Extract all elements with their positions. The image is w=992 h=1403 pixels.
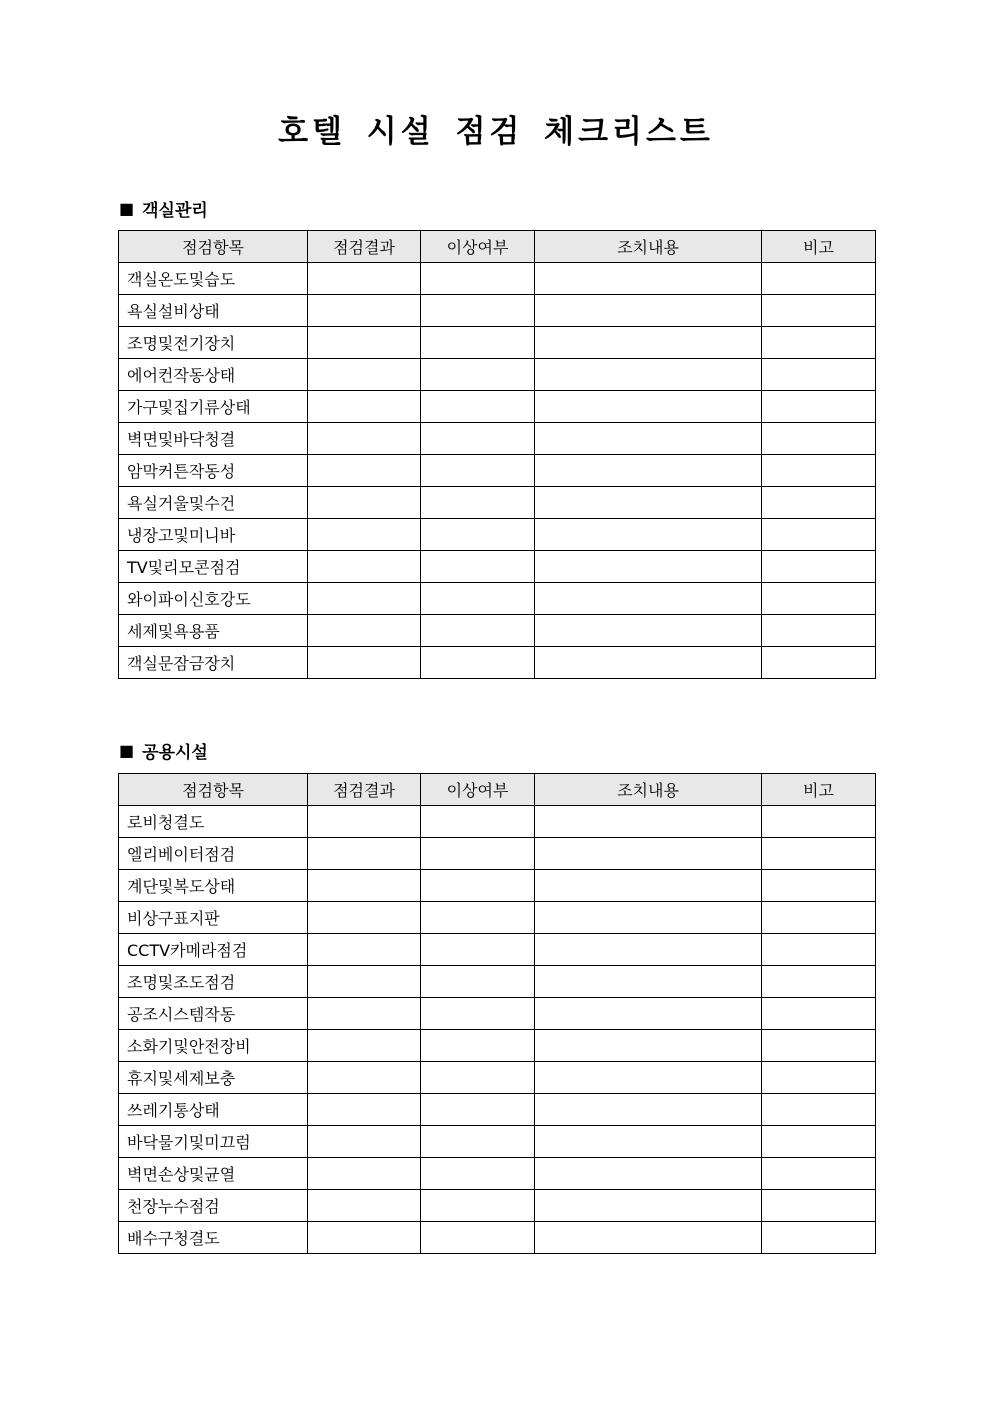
table-row [119,263,876,295]
action-cell[interactable] [535,1062,762,1094]
table-row [119,615,876,647]
action-cell[interactable] [535,615,762,647]
check-item-label: 배수구청결도 [119,1222,308,1254]
abnormal-cell[interactable] [421,327,535,359]
action-cell[interactable] [535,295,762,327]
check-item-label: 가구및집기류상태 [119,391,308,423]
action-cell[interactable] [535,966,762,998]
check-item-label: 소화기및안전장비 [119,1030,308,1062]
table-row [119,519,876,551]
column-header-result: 점검결과 [308,774,421,806]
result-cell[interactable] [308,615,421,647]
note-cell[interactable] [762,902,876,934]
check-item-label: 에어컨작동상태 [119,359,308,391]
result-cell[interactable] [308,1030,421,1062]
action-cell[interactable] [535,1030,762,1062]
note-cell[interactable] [762,806,876,838]
table-row [119,1062,876,1094]
column-header-item: 점검항목 [119,231,308,263]
action-cell[interactable] [535,391,762,423]
result-cell[interactable] [308,998,421,1030]
abnormal-cell[interactable] [421,870,535,902]
table-row [119,1190,876,1222]
section-title: 객실관리 [142,201,208,221]
action-cell[interactable] [535,1094,762,1126]
check-item-label: 객실온도및습도 [119,263,308,295]
action-cell[interactable] [535,263,762,295]
action-cell[interactable] [535,647,762,679]
action-cell[interactable] [535,838,762,870]
table-row [119,647,876,679]
column-header-note: 비고 [762,774,876,806]
check-item-label: 비상구표지판 [119,902,308,934]
action-cell[interactable] [535,359,762,391]
abnormal-cell[interactable] [421,966,535,998]
abnormal-cell[interactable] [421,1222,535,1254]
note-cell[interactable] [762,1030,876,1062]
result-cell[interactable] [308,551,421,583]
table-row [119,870,876,902]
note-cell[interactable] [762,1222,876,1254]
note-cell[interactable] [762,934,876,966]
note-cell[interactable] [762,359,876,391]
table-row [119,934,876,966]
abnormal-cell[interactable] [421,615,535,647]
abnormal-cell[interactable] [421,998,535,1030]
check-item-label: 쓰레기통상태 [119,1094,308,1126]
check-item-label: 와이파이신호강도 [119,583,308,615]
table-row [119,423,876,455]
table-row [119,1030,876,1062]
note-cell[interactable] [762,647,876,679]
check-item-label: 천장누수점검 [119,1190,308,1222]
action-cell[interactable] [535,934,762,966]
check-item-label: 욕실설비상태 [119,295,308,327]
action-cell[interactable] [535,998,762,1030]
header-row [119,231,876,263]
result-cell[interactable] [308,583,421,615]
table-row [119,966,876,998]
result-cell[interactable] [308,263,421,295]
action-cell[interactable] [535,1126,762,1158]
abnormal-cell[interactable] [421,455,535,487]
abnormal-cell[interactable] [421,423,535,455]
table-row [119,583,876,615]
result-cell[interactable] [308,359,421,391]
note-cell[interactable] [762,966,876,998]
check-item-label: 벽면및바닥청결 [119,423,308,455]
abnormal-cell[interactable] [421,1094,535,1126]
checklist-table-public [118,773,876,1254]
result-cell[interactable] [308,1158,421,1190]
note-cell[interactable] [762,295,876,327]
abnormal-cell[interactable] [421,263,535,295]
note-cell[interactable] [762,870,876,902]
result-cell[interactable] [308,902,421,934]
result-cell[interactable] [308,1222,421,1254]
result-cell[interactable] [308,806,421,838]
abnormal-cell[interactable] [421,1190,535,1222]
abnormal-cell[interactable] [421,487,535,519]
check-item-label: 냉장고및미니바 [119,519,308,551]
column-header-abnormal: 이상여부 [421,231,535,263]
check-item-label: TV및리모콘점검 [119,551,308,583]
table-row [119,838,876,870]
column-header-item: 점검항목 [119,774,308,806]
result-cell[interactable] [308,1094,421,1126]
check-item-label: 휴지및세제보충 [119,1062,308,1094]
check-item-label: 조명및전기장치 [119,327,308,359]
action-cell[interactable] [535,870,762,902]
abnormal-cell[interactable] [421,838,535,870]
abnormal-cell[interactable] [421,1158,535,1190]
square-bullet-icon: ■ [119,199,135,218]
action-cell[interactable] [535,519,762,551]
section-heading-rooms [119,196,208,221]
action-cell[interactable] [535,455,762,487]
note-cell[interactable] [762,391,876,423]
result-cell[interactable] [308,966,421,998]
column-header-action: 조치내용 [535,774,762,806]
action-cell[interactable] [535,551,762,583]
section-heading-public [119,738,208,763]
note-cell[interactable] [762,551,876,583]
note-cell[interactable] [762,998,876,1030]
action-cell[interactable] [535,487,762,519]
abnormal-cell[interactable] [421,551,535,583]
action-cell[interactable] [535,327,762,359]
result-cell[interactable] [308,870,421,902]
abnormal-cell[interactable] [421,934,535,966]
abnormal-cell[interactable] [421,583,535,615]
note-cell[interactable] [762,327,876,359]
column-header-abnormal: 이상여부 [421,774,535,806]
result-cell[interactable] [308,934,421,966]
result-cell[interactable] [308,1126,421,1158]
table-row [119,1126,876,1158]
check-item-label: 욕실거울및수건 [119,487,308,519]
note-cell[interactable] [762,838,876,870]
check-item-label: 로비청결도 [119,806,308,838]
note-cell[interactable] [762,423,876,455]
abnormal-cell[interactable] [421,902,535,934]
note-cell[interactable] [762,1126,876,1158]
note-cell[interactable] [762,263,876,295]
check-item-label: 세제및욕용품 [119,615,308,647]
column-header-result: 점검결과 [308,231,421,263]
check-item-label: 객실문잠금장치 [119,647,308,679]
note-cell[interactable] [762,487,876,519]
check-item-label: 암막커튼작동성 [119,455,308,487]
table-row [119,391,876,423]
table-row [119,295,876,327]
abnormal-cell[interactable] [421,359,535,391]
note-cell[interactable] [762,455,876,487]
result-cell[interactable] [308,423,421,455]
abnormal-cell[interactable] [421,806,535,838]
column-header-note: 비고 [762,231,876,263]
check-item-label: CCTV카메라점검 [119,934,308,966]
column-header-action: 조치내용 [535,231,762,263]
result-cell[interactable] [308,455,421,487]
action-cell[interactable] [535,1190,762,1222]
checklist-table-rooms [118,230,876,679]
result-cell[interactable] [308,295,421,327]
table-row [119,455,876,487]
result-cell[interactable] [308,487,421,519]
table-row [119,902,876,934]
action-cell[interactable] [535,902,762,934]
check-item-label: 엘리베이터점검 [119,838,308,870]
abnormal-cell[interactable] [421,1126,535,1158]
table-row [119,806,876,838]
square-bullet-icon: ■ [119,741,135,760]
action-cell[interactable] [535,583,762,615]
check-item-label: 계단및복도상태 [119,870,308,902]
abnormal-cell[interactable] [421,1062,535,1094]
note-cell[interactable] [762,519,876,551]
table-row [119,551,876,583]
result-cell[interactable] [308,647,421,679]
check-item-label: 바닥물기및미끄럼 [119,1126,308,1158]
result-cell[interactable] [308,838,421,870]
abnormal-cell[interactable] [421,391,535,423]
result-cell[interactable] [308,391,421,423]
action-cell[interactable] [535,1158,762,1190]
note-cell[interactable] [762,1062,876,1094]
table-row [119,1222,876,1254]
header-row [119,774,876,806]
abnormal-cell[interactable] [421,519,535,551]
table-row [119,1158,876,1190]
section-title: 공용시설 [142,743,208,763]
abnormal-cell[interactable] [421,1030,535,1062]
table-row [119,998,876,1030]
table-row [119,327,876,359]
note-cell[interactable] [762,1190,876,1222]
action-cell[interactable] [535,806,762,838]
check-item-label: 공조시스템작동 [119,998,308,1030]
note-cell[interactable] [762,1158,876,1190]
table-row [119,1094,876,1126]
note-cell[interactable] [762,615,876,647]
action-cell[interactable] [535,1222,762,1254]
check-item-label: 벽면손상및균열 [119,1158,308,1190]
result-cell[interactable] [308,1190,421,1222]
note-cell[interactable] [762,1094,876,1126]
note-cell[interactable] [762,583,876,615]
abnormal-cell[interactable] [421,295,535,327]
check-item-label: 조명및조도점검 [119,966,308,998]
abnormal-cell[interactable] [421,647,535,679]
table-row [119,359,876,391]
result-cell[interactable] [308,1062,421,1094]
table-row [119,487,876,519]
result-cell[interactable] [308,519,421,551]
result-cell[interactable] [308,327,421,359]
document-title: 호텔 시설 점검 체크리스트 [278,114,714,150]
action-cell[interactable] [535,423,762,455]
